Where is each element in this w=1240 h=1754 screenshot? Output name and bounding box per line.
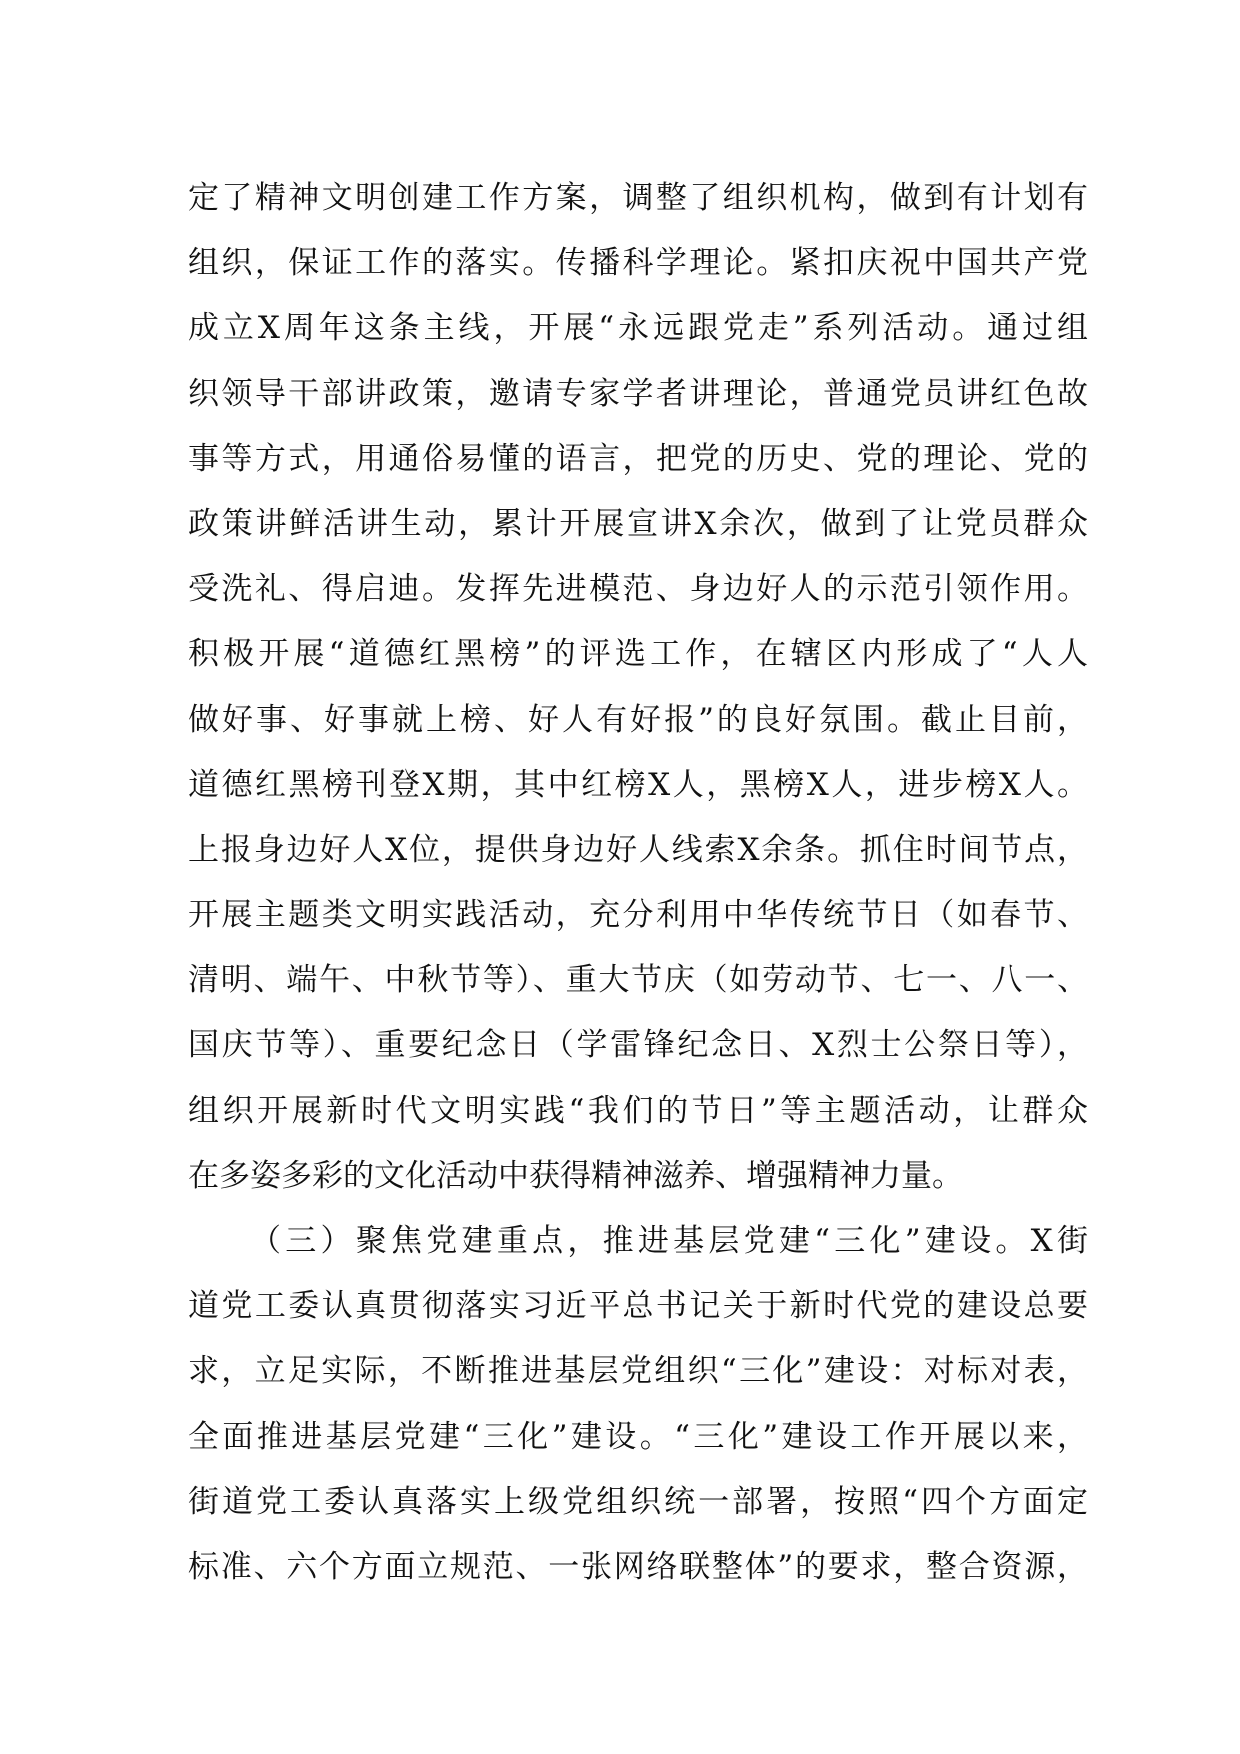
- text-line: （三）聚焦党建重点，推进基层党建“三化”建设。X街: [250, 1223, 1088, 1259]
- text-line: 标准、六个方面立规范、一张网络联整体”的要求，整合资源，: [188, 1548, 1088, 1585]
- text-line: 成立X周年这条主线，开展“永远跟党走”系列活动。通过组: [188, 310, 1088, 347]
- text-line: 定了精神文明创建工作方案，调整了组织机构，做到有计划有: [188, 180, 1088, 216]
- text-line: 国庆节等）、重要纪念日（学雷锋纪念日、X烈士公祭日等），: [188, 1027, 1088, 1064]
- text-line: 政策讲鲜活讲生动，累计开展宣讲X余次，做到了让党员群众: [188, 505, 1088, 542]
- text-line: 道德红黑榜刊登X期，其中红榜X人，黑榜X人，进步榜X人。: [188, 766, 1088, 803]
- text-line: 做好事、好事就上榜、好人有好报”的良好氛围。截止目前，: [188, 701, 1088, 738]
- paragraph-1: [188, 166, 1088, 1209]
- text-line: 织领导干部讲政策，邀请专家学者讲理论，普通党员讲红色故: [188, 375, 1088, 412]
- text-line: 清明、端午、中秋节等）、重大节庆（如劳动节、七一、八一、: [188, 962, 1088, 999]
- text-line: 事等方式，用通俗易懂的语言，把党的历史、党的理论、党的: [188, 440, 1088, 477]
- body-text: [188, 166, 1088, 1600]
- text-line: 求，立足实际，不断推进基层党组织“三化”建设：对标对表，: [188, 1353, 1088, 1390]
- text-line: 在多姿多彩的文化活动中获得精神滋养、增强精神力量。: [188, 1157, 963, 1194]
- text-line: 道党工委认真贯彻落实习近平总书记关于新时代党的建设总要: [188, 1288, 1088, 1325]
- text-line: 开展主题类文明实践活动，充分利用中华传统节日（如春节、: [188, 897, 1088, 934]
- text-line: 街道党工委认真落实上级党组织统一部署，按照“四个方面定: [188, 1483, 1088, 1520]
- text-line: 组织，保证工作的落实。传播科学理论。紧扣庆祝中国共产党: [188, 245, 1088, 282]
- text-line: 全面推进基层党建“三化”建设。“三化”建设工作开展以来，: [188, 1418, 1088, 1455]
- text-line: 组织开展新时代文明实践“我们的节日”等主题活动，让群众: [188, 1092, 1088, 1129]
- text-line: 受洗礼、得启迪。发挥先进模范、身边好人的示范引领作用。: [188, 571, 1088, 608]
- text-line: 积极开展“道德红黑榜”的评选工作，在辖区内形成了“人人: [188, 636, 1088, 673]
- paragraph-2: [188, 1209, 1088, 1600]
- text-line: 上报身边好人X位，提供身边好人线索X余条。抓住时间节点，: [188, 831, 1088, 868]
